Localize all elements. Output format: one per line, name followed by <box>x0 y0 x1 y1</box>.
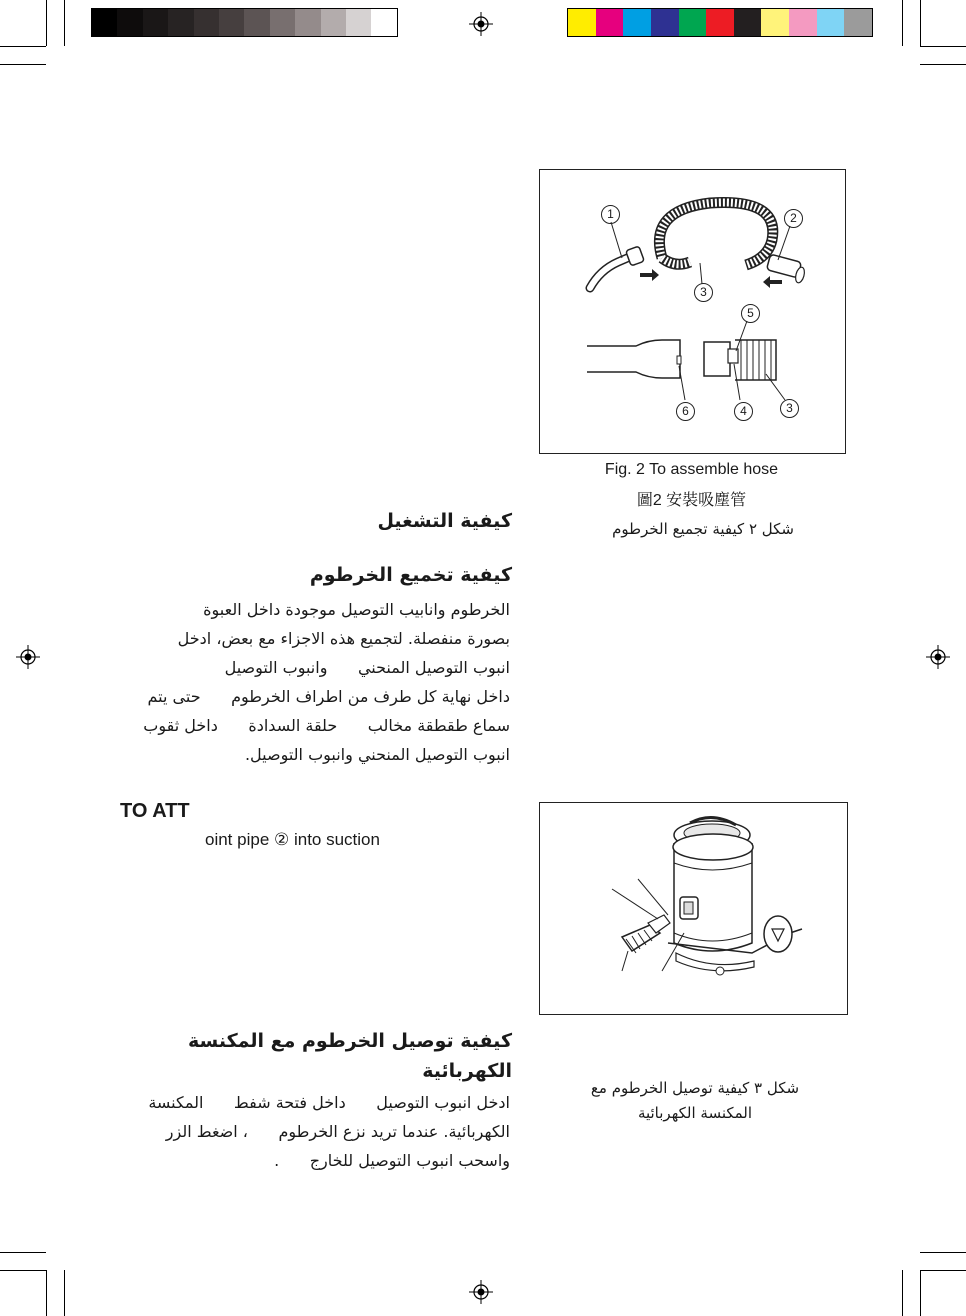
callout-6: 6 <box>676 402 695 421</box>
gray-swatch <box>295 9 320 36</box>
figure-3-box <box>539 802 848 1015</box>
process-swatch <box>761 9 789 36</box>
figure-2-caption-ar: شكل ٢ كيفية تجميع الخرطوم <box>612 520 794 538</box>
gray-swatch <box>194 9 219 36</box>
figure-3-caption-line-2: المكنسة الكهربائية <box>637 1104 753 1122</box>
gray-swatch <box>321 9 346 36</box>
gray-swatch <box>270 9 295 36</box>
gray-swatch <box>244 9 269 36</box>
crop-mark-top-right-v <box>920 0 921 46</box>
attach-heading-en: TO ATT <box>120 800 190 822</box>
callout-5: 5 <box>741 304 760 323</box>
crop-mark-top-right-v2 <box>902 0 903 46</box>
connect-line-2: الكهربائية. عندما تريد نزع الخرطوم ، اضغط الزر <box>165 1122 510 1141</box>
process-swatch <box>568 9 596 36</box>
process-swatch <box>651 9 679 36</box>
crop-mark-top-left-v <box>46 0 47 46</box>
crop-mark-top-left-h <box>0 46 46 47</box>
callout-4: 4 <box>734 402 753 421</box>
registration-mark-left <box>16 645 40 669</box>
crop-mark-top-right-h <box>920 46 966 47</box>
gray-swatch <box>92 9 117 36</box>
crop-mark-bottom-left-h <box>0 1270 46 1271</box>
registration-mark-top <box>469 12 493 36</box>
gray-swatch <box>371 9 396 36</box>
connect-heading-line-2: الكهربائية <box>422 1060 512 1082</box>
operation-heading: كيفية التشغيل <box>377 510 512 532</box>
registration-mark-right <box>926 645 950 669</box>
assemble-hose-body <box>110 595 510 769</box>
crop-mark-top-left-h2 <box>0 64 46 65</box>
process-swatch <box>844 9 872 36</box>
crop-mark-bottom-right-h2 <box>920 1252 966 1253</box>
crop-mark-bottom-right-v <box>920 1270 921 1316</box>
gray-swatch <box>346 9 371 36</box>
assemble-hose-heading: كيفية تخميع الخرطوم <box>309 564 512 586</box>
process-color-bar <box>567 8 873 37</box>
gray-swatch <box>117 9 142 36</box>
callout-3-bottom: 3 <box>780 399 799 418</box>
callout-1: 1 <box>601 205 620 224</box>
gray-color-bar <box>91 8 398 37</box>
figure-2-box <box>539 169 846 454</box>
connect-heading-line-1: كيفية توصيل الخرطوم مع المكنسة <box>187 1030 512 1052</box>
assemble-line-4: داخل نهاية كل طرف من اطراف الخرطوم حتى يتم <box>147 687 510 706</box>
process-swatch <box>623 9 651 36</box>
process-swatch <box>789 9 817 36</box>
assemble-line-1: الخرطوم وانابيب التوصيل موجودة داخل العبوة <box>203 600 510 619</box>
process-swatch <box>817 9 845 36</box>
crop-mark-bottom-right-v2 <box>902 1270 903 1316</box>
connect-hose-heading <box>150 1026 512 1086</box>
vacuum-cleaner-illustration <box>540 803 847 1014</box>
crop-mark-bottom-left-v2 <box>64 1270 65 1316</box>
assemble-line-5: سماع طقطقة مخالب حلقة السدادة داخل ثقوب <box>143 716 510 735</box>
crop-mark-bottom-left-v <box>46 1270 47 1316</box>
process-swatch <box>679 9 707 36</box>
crop-mark-top-right-h2 <box>920 64 966 65</box>
assemble-line-2: بصورة منفصلة. لتجميع هذه الاجزاء مع بعض، ادخل <box>177 629 510 648</box>
connect-hose-body <box>110 1088 510 1175</box>
registration-mark-bottom <box>469 1280 493 1304</box>
gray-swatch <box>168 9 193 36</box>
gray-swatch <box>143 9 168 36</box>
crop-mark-top-left-v2 <box>64 0 65 46</box>
attach-line-en: oint pipe ② into suction <box>205 830 380 849</box>
figure-3-caption-line-1: شكل ٣ كيفية توصيل الخرطوم مع <box>590 1079 800 1097</box>
crop-mark-bottom-right-h <box>920 1270 966 1271</box>
process-swatch <box>734 9 762 36</box>
assemble-line-6: انبوب التوصيل المنحني وانبوب التوصيل. <box>244 745 510 764</box>
figure-3-caption-ar <box>560 1076 830 1126</box>
figure-2-caption-zh: 圖2 安裝吸塵管 <box>636 492 747 509</box>
gray-swatch <box>219 9 244 36</box>
assemble-line-3: انبوب التوصيل المنحني وانبوب التوصيل <box>224 658 510 677</box>
connect-line-3: واسحب انبوب التوصيل للخارج . <box>274 1151 510 1170</box>
figure-2-caption-en: Fig. 2 To assemble hose <box>604 461 779 478</box>
connect-line-1: ادخل انبوب التوصيل داخل فتحة شفط المكنسة <box>148 1093 510 1112</box>
process-swatch <box>596 9 624 36</box>
callout-2: 2 <box>784 209 803 228</box>
process-swatch <box>706 9 734 36</box>
crop-mark-bottom-left-h2 <box>0 1252 46 1253</box>
callout-3-top: 3 <box>694 283 713 302</box>
